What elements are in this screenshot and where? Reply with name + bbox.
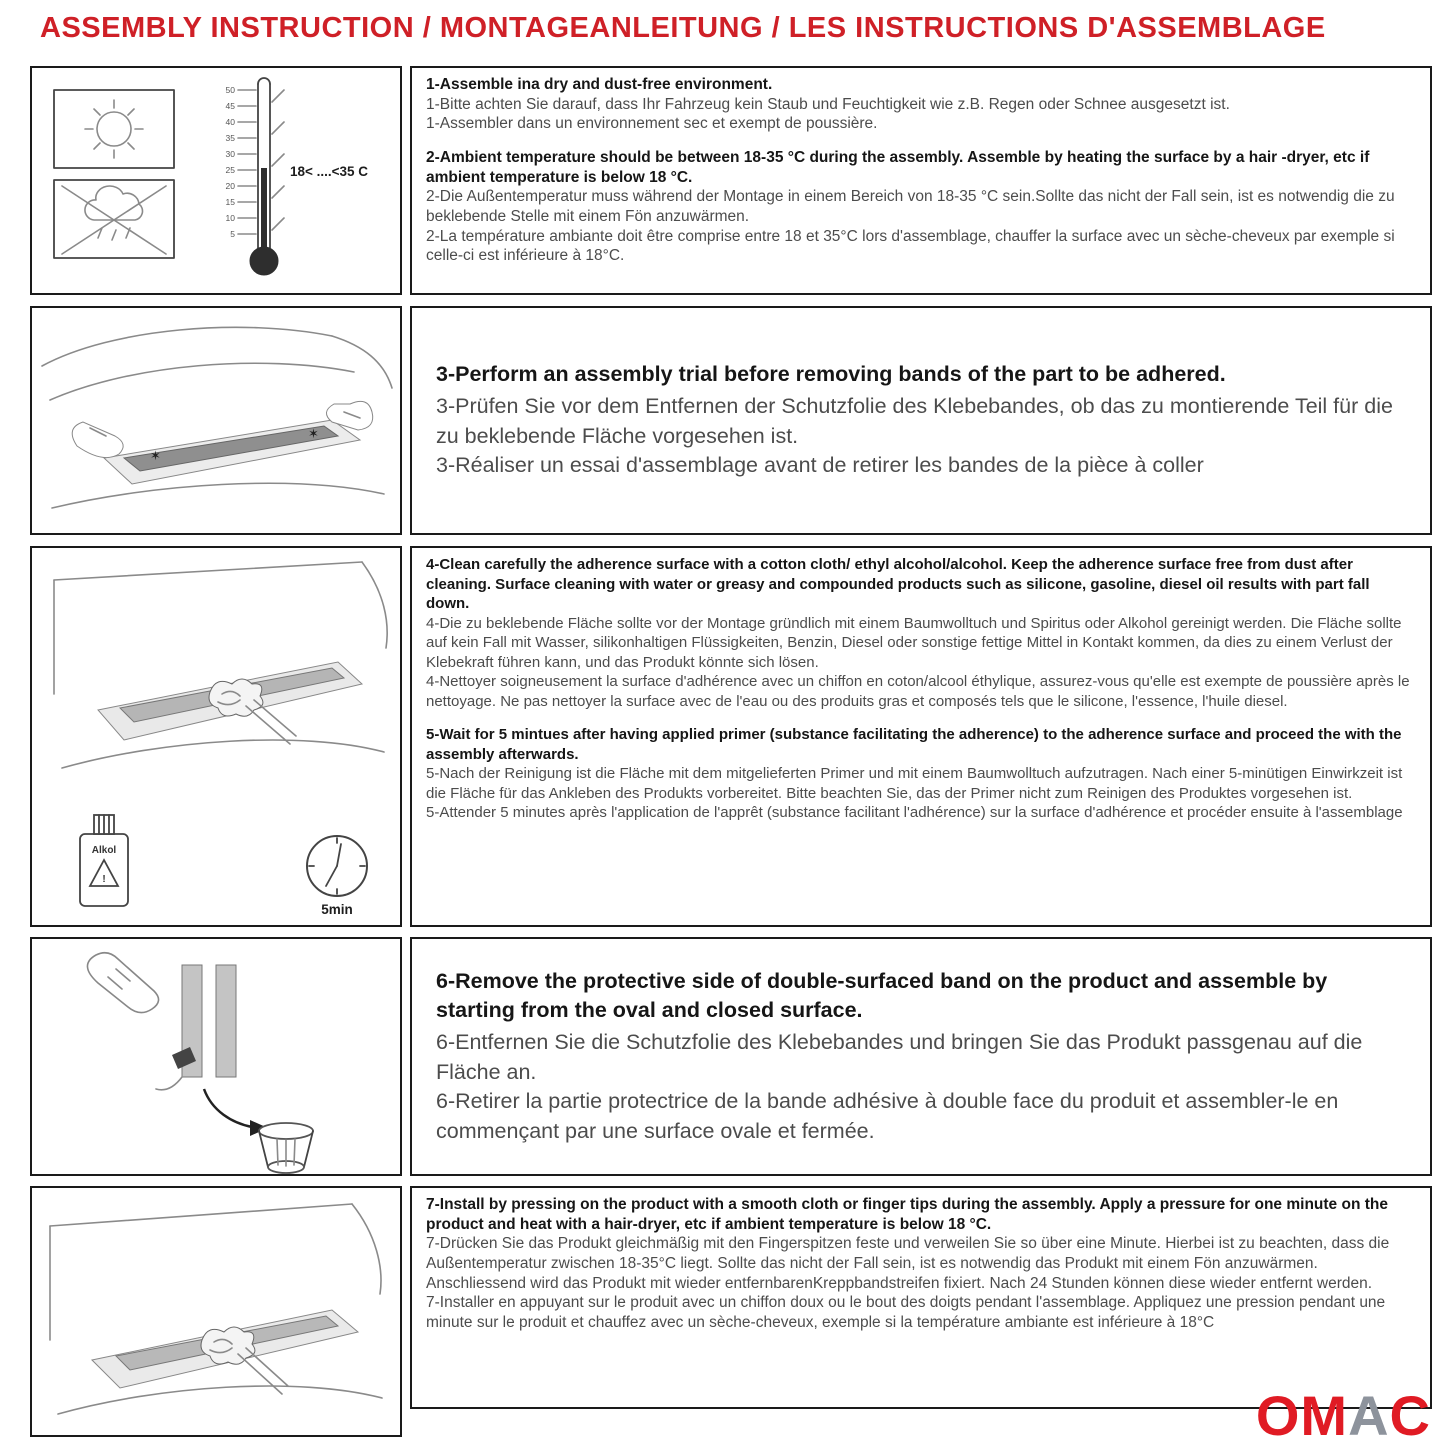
peel-band-illustration <box>32 939 400 1174</box>
step4-text-box <box>410 546 1432 927</box>
step1-illustration-box <box>30 66 402 295</box>
step3-illustration-box <box>30 306 402 535</box>
temperature-range-label: 18< ....<35 C <box>290 164 369 179</box>
left-hand-icon <box>72 422 123 458</box>
tick-label: 35 <box>225 133 235 143</box>
peeling-hand-icon <box>87 953 158 1013</box>
step6-illustration-box <box>30 937 402 1176</box>
step4-en: 4-Clean carefully the adherence surface with a cotton cloth/ ethyl alcohol/alcohol. Keep the adherence surface free from dust after cleaning. Surface cleaning with water or greasy and compounded products such as silicone, gasoline, diesel oil results with part fall down. <box>426 556 1370 612</box>
clock-label: 5min <box>321 902 353 917</box>
thermometer-icon <box>226 78 369 275</box>
tick-label: 40 <box>225 117 235 127</box>
step2-en: 2-Ambient temperature should be between 18-35 °C during the assembly. Assemble by heating the surface by a hair -dryer, etc if ambient temperature is below 18 °C. <box>426 149 1370 186</box>
clock-icon <box>307 836 367 917</box>
step1-fr: 1-Assembler dans un environnement sec et exempt de poussière. <box>426 115 878 133</box>
step1-de: 1-Bitte achten Sie darauf, dass Ihr Fahrzeug kein Staub und Feuchtigkeit wie z.B. Regen oder Schnee ausgesetzt ist. <box>426 95 1230 113</box>
step5-fr: 5-Attender 5 minutes après l'application de l'apprêt (substance facilitant l'adhérence) sur la surface d'adhérence et procéder ensuite à l'assemblage <box>426 804 1403 821</box>
tick-label: 25 <box>225 165 235 175</box>
cleaning-illustration <box>32 548 400 925</box>
environment-temperature-illustration <box>32 68 400 293</box>
step3-fr: 3-Réaliser un essai d'assemblage avant de retirer les bandes de la pièce à coller <box>436 453 1204 478</box>
tape-strip-2 <box>216 965 236 1077</box>
step6-text-box <box>410 937 1432 1176</box>
step3-de: 3-Prüfen Sie vor dem Entfernen der Schutzfolie des Klebebandes, ob das zu montierende Teil für die zu beklebende Fläche vorgesehen ist. <box>436 393 1393 448</box>
omac-logo <box>1255 1384 1431 1445</box>
logo-part-a: A <box>1348 1384 1390 1445</box>
step7-illustration-box <box>30 1186 402 1437</box>
arrow-to-bin <box>204 1089 252 1127</box>
strip-star-left: ✶ <box>150 448 161 463</box>
step2-fr: 2-La température ambiante doit être comprise entre 18 et 35°C lors d'assemblage, chauffer la surface avec un sèche-cheveux par exemple si celle-ci est inférieure à 18°C. <box>426 227 1395 265</box>
step7-text-box <box>410 1186 1432 1409</box>
step6-de: 6-Entfernen Sie die Schutzfolie des Klebebandes und bringen Sie das Produkt passgenau auf die Fläche an. <box>436 1029 1363 1084</box>
tick-label: 10 <box>225 213 235 223</box>
tick-label: 15 <box>225 197 235 207</box>
tick-label: 5 <box>230 229 235 239</box>
logo-part-c: C <box>1389 1384 1431 1445</box>
step4-fr: 4-Nettoyer soigneusement la surface d'adhérence avec un chiffon en coton/alcool éthylique, assurez-vous qu'elle est exempte de poussière après le nettoyage. Ne pas nettoyer la surface avec de l'eau ou des produits gras et composés tels que le silicone, l'essence, l'huile diesel. <box>426 673 1410 710</box>
step3-text-box <box>410 306 1432 535</box>
bottle-label: Alkol <box>91 845 117 856</box>
step7-de: 7-Drücken Sie das Produkt gleichmäßig mit den Fingerspitzen feste und verweilen Sie so über eine Minute. Hierbei ist zu beachten, dass die Außentemperatur zwischen 18-35°C liegt. Sollte das nicht der Fall sein, ist es notwendig das Produkt mit einem Fön anzuwärmen. Anschliessend wird das Produkt mit wieder entfernbarenKreppbandstreifen fixiert. Nach 24 Stunden können diese wieder entfernt werden. <box>426 1235 1390 1292</box>
page-title: ASSEMBLY INSTRUCTION / MONTAGEANLEITUNG / LES INSTRUCTIONS D'ASSEMBLAGE <box>40 12 1326 44</box>
tick-label: 30 <box>225 149 235 159</box>
warning-mark: ! <box>102 874 106 885</box>
step7-en: 7-Install by pressing on the product with a smooth cloth or finger tips during the assembly. Apply a pressure for one minute on the product and heat with a hair-dryer, etc if ambient temperature is below 18 °C. <box>426 1196 1388 1233</box>
step2-de: 2-Die Außentemperatur muss während der Montage in einem Bereich von 18-35 °C sein.Sollte das nicht der Fall sein, ist es notwendig die zu beklebende Stelle mit einem Fön anzuwärmen. <box>426 188 1395 226</box>
strip-star-right: ✶ <box>308 426 319 441</box>
press-product-illustration <box>32 1188 400 1435</box>
tick-label: 50 <box>225 85 235 95</box>
peeled-liner <box>156 1077 182 1090</box>
logo-part-om: OM <box>1255 1384 1349 1445</box>
step1-text-box <box>410 66 1432 295</box>
tick-label: 45 <box>225 101 235 111</box>
step7-fr: 7-Installer en appuyant sur le produit avec un chiffon doux ou le bout des doigts pendant l'assemblage. Appliquez une pression pendant une minute sur le produit et chauffez avec un sèche-cheveux, exemple si la température ambiante est inférieure à 18°C <box>426 1294 1386 1332</box>
step1-en: 1-Assemble ina dry and dust-free environment. <box>426 76 773 93</box>
step4-de: 4-Die zu beklebende Fläche sollte vor der Montage gründlich mit einem Baumwolltuch und Spiritus oder Alkohol gereinigt werden. Die Fläche sollte auf kein Fall mit Wasser, silikonhaltigen Flüssigkeiten, Benzin, Diesel oder sonstige fettige Mittel in Kontakt kommen, da dies zu einem Verlust der Klebekraft führen kann, und das Produkt könnte sich lösen. <box>426 614 1402 671</box>
tick-label: 20 <box>225 181 235 191</box>
step5-de: 5-Nach der Reinigung ist die Fläche mit dem mitgelieferten Primer und mit einem Baumwolltuch aufzutragen. Nach einer 5-minütigen Einwirkzeit ist die Fläche für das Ankleben des Produkts vorbereitet. Bitte beachten Sie, das der Primer nicht zum Reinigen des Produktes vorgesehen ist. <box>426 765 1403 802</box>
no-rain-icon <box>62 186 166 254</box>
sun-icon <box>85 100 143 158</box>
step6-en: 6-Remove the protective side of double-surfaced band on the product and assemble by starting from the oval and closed surface. <box>436 968 1328 1023</box>
alcohol-bottle-icon <box>80 815 128 906</box>
step3-en: 3-Perform an assembly trial before removing bands of the part to be adhered. <box>436 362 1226 387</box>
step4-illustration-box <box>30 546 402 927</box>
step6-fr: 6-Retirer la partie protectrice de la bande adhésive à double face du produit et assembler-le en commençant par une surface ovale et fermée. <box>436 1089 1339 1143</box>
step5-en: 5-Wait for 5 mintues after having applied primer (substance facilitating the adherence) to the adherence surface and proceed the with the assembly afterwards. <box>426 726 1402 763</box>
trash-bin-icon <box>259 1123 313 1173</box>
trial-fit-illustration <box>32 308 400 533</box>
